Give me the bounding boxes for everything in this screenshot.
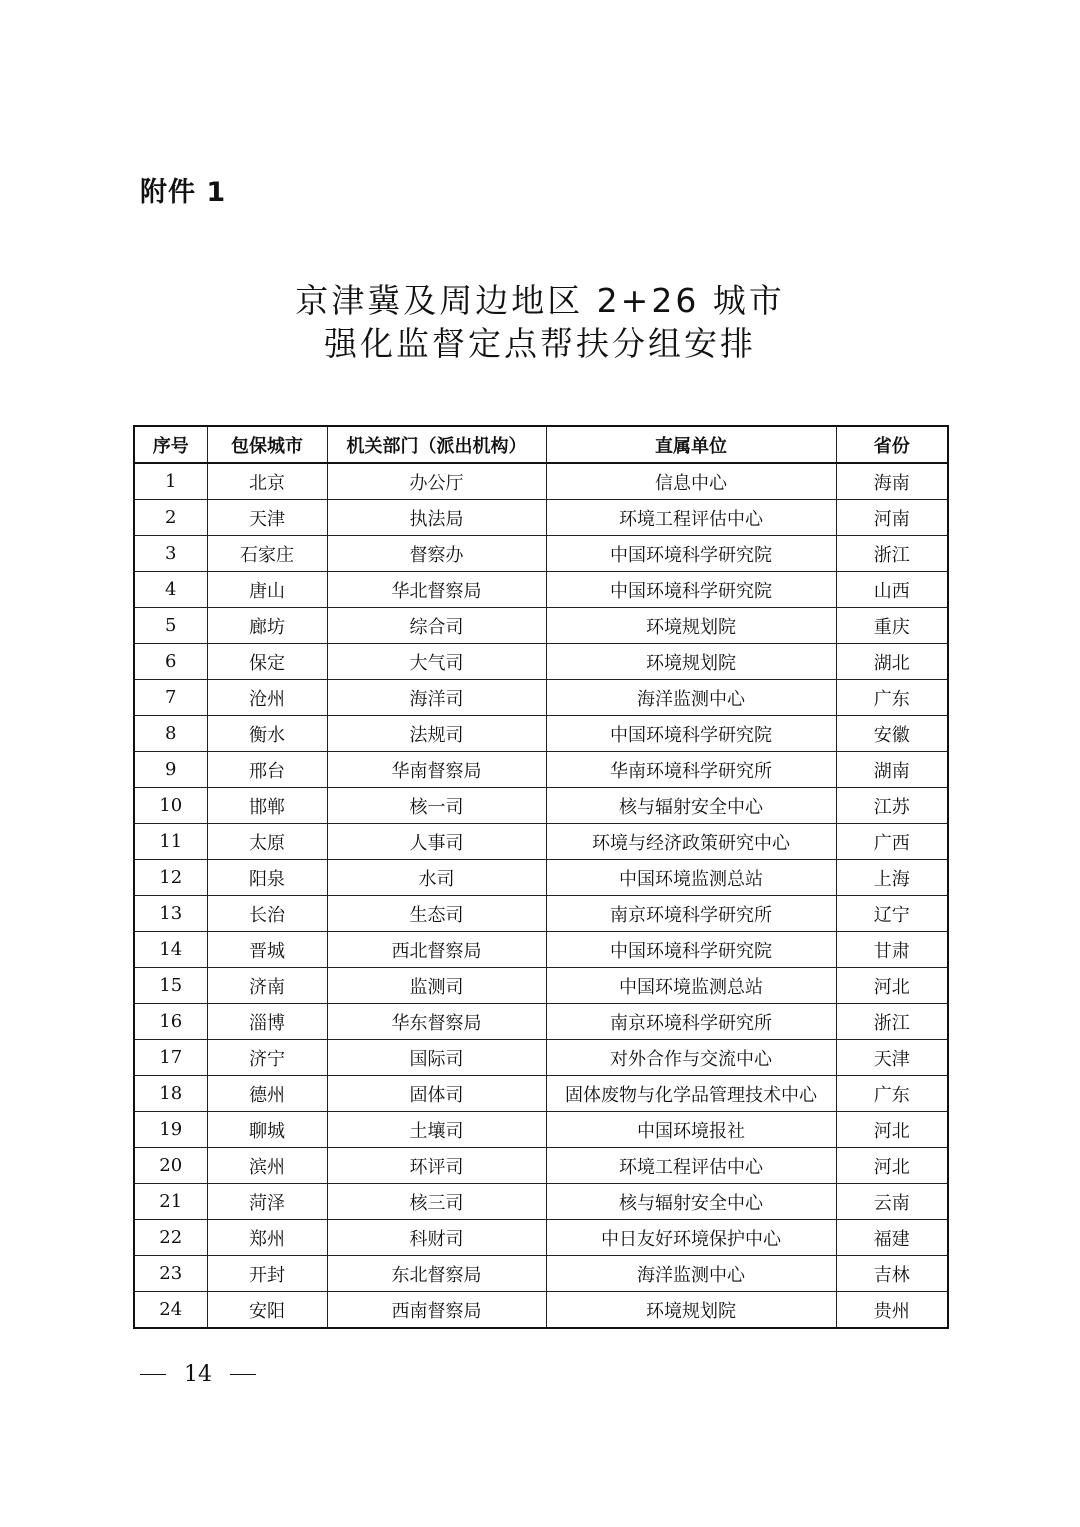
cell-unit: 中日友好环境保护中心 — [546, 1220, 836, 1256]
table-row — [134, 1040, 948, 1076]
cell-index: 17 — [134, 1040, 207, 1076]
cell-unit: 中国环境监测总站 — [546, 860, 836, 896]
cell-province: 河北 — [836, 968, 948, 1004]
cell-city: 长治 — [207, 896, 327, 932]
document-title-line-1: 京津冀及周边地区 2+26 城市 — [295, 281, 785, 320]
cell-city: 开封 — [207, 1256, 327, 1292]
cell-city: 石家庄 — [207, 536, 327, 572]
cell-department: 西南督察局 — [327, 1292, 546, 1329]
cell-unit: 环境工程评估中心 — [546, 500, 836, 536]
attachment-label: 附件 1 — [140, 177, 227, 208]
table-row — [134, 1220, 948, 1256]
table-row — [134, 860, 948, 896]
cell-city: 北京 — [207, 463, 327, 500]
cell-department: 华南督察局 — [327, 752, 546, 788]
cell-index: 23 — [134, 1256, 207, 1292]
footer-dash-left — [140, 1374, 166, 1376]
cell-index: 11 — [134, 824, 207, 860]
cell-province: 广东 — [836, 1076, 948, 1112]
table-row — [134, 716, 948, 752]
cell-unit: 海洋监测中心 — [546, 680, 836, 716]
cell-department: 执法局 — [327, 500, 546, 536]
cell-index: 14 — [134, 932, 207, 968]
cell-department: 固体司 — [327, 1076, 546, 1112]
arrangement-table — [133, 425, 949, 1329]
cell-city: 济南 — [207, 968, 327, 1004]
cell-department: 监测司 — [327, 968, 546, 1004]
cell-city: 安阳 — [207, 1292, 327, 1329]
cell-unit: 环境与经济政策研究中心 — [546, 824, 836, 860]
cell-index: 7 — [134, 680, 207, 716]
cell-unit: 核与辐射安全中心 — [546, 1184, 836, 1220]
cell-province: 河南 — [836, 500, 948, 536]
cell-province: 吉林 — [836, 1256, 948, 1292]
cell-province: 河北 — [836, 1148, 948, 1184]
cell-city: 阳泉 — [207, 860, 327, 896]
cell-index: 18 — [134, 1076, 207, 1112]
cell-province: 福建 — [836, 1220, 948, 1256]
cell-department: 西北督察局 — [327, 932, 546, 968]
cell-department: 核一司 — [327, 788, 546, 824]
table-row — [134, 1184, 948, 1220]
cell-province: 海南 — [836, 463, 948, 500]
cell-province: 河北 — [836, 1112, 948, 1148]
cell-unit: 环境工程评估中心 — [546, 1148, 836, 1184]
cell-index: 8 — [134, 716, 207, 752]
cell-city: 沧州 — [207, 680, 327, 716]
cell-unit: 环境规划院 — [546, 644, 836, 680]
table-row — [134, 644, 948, 680]
cell-index: 3 — [134, 536, 207, 572]
page-number: 14 — [184, 1362, 212, 1387]
cell-city: 滨州 — [207, 1148, 327, 1184]
cell-province: 浙江 — [836, 536, 948, 572]
cell-province: 广西 — [836, 824, 948, 860]
cell-city: 菏泽 — [207, 1184, 327, 1220]
cell-department: 东北督察局 — [327, 1256, 546, 1292]
cell-city: 晋城 — [207, 932, 327, 968]
cell-city: 德州 — [207, 1076, 327, 1112]
cell-unit: 中国环境科学研究院 — [546, 536, 836, 572]
cell-index: 10 — [134, 788, 207, 824]
cell-province: 浙江 — [836, 1004, 948, 1040]
table-row — [134, 788, 948, 824]
cell-index: 2 — [134, 500, 207, 536]
cell-index: 15 — [134, 968, 207, 1004]
cell-city: 保定 — [207, 644, 327, 680]
cell-department: 督察办 — [327, 536, 546, 572]
page-footer — [140, 1362, 256, 1387]
cell-city: 天津 — [207, 500, 327, 536]
cell-city: 衡水 — [207, 716, 327, 752]
cell-city: 淄博 — [207, 1004, 327, 1040]
header-index: 序号 — [134, 426, 207, 463]
cell-department: 人事司 — [327, 824, 546, 860]
cell-city: 廊坊 — [207, 608, 327, 644]
cell-unit: 中国环境监测总站 — [546, 968, 836, 1004]
table-row — [134, 1076, 948, 1112]
footer-dash-right — [230, 1374, 256, 1376]
table-row — [134, 896, 948, 932]
cell-province: 安徽 — [836, 716, 948, 752]
cell-index: 24 — [134, 1292, 207, 1329]
table-row — [134, 1148, 948, 1184]
cell-city: 济宁 — [207, 1040, 327, 1076]
table-header-row — [134, 426, 948, 463]
cell-index: 6 — [134, 644, 207, 680]
cell-province: 江苏 — [836, 788, 948, 824]
cell-department: 核三司 — [327, 1184, 546, 1220]
cell-city: 唐山 — [207, 572, 327, 608]
cell-province: 重庆 — [836, 608, 948, 644]
cell-department: 法规司 — [327, 716, 546, 752]
cell-unit: 南京环境科学研究所 — [546, 896, 836, 932]
header-unit: 直属单位 — [546, 426, 836, 463]
table-row — [134, 1256, 948, 1292]
table-row — [134, 572, 948, 608]
table-row — [134, 1112, 948, 1148]
cell-city: 邯郸 — [207, 788, 327, 824]
cell-province: 天津 — [836, 1040, 948, 1076]
table-row — [134, 968, 948, 1004]
cell-city: 太原 — [207, 824, 327, 860]
cell-unit: 南京环境科学研究所 — [546, 1004, 836, 1040]
cell-department: 办公厅 — [327, 463, 546, 500]
cell-province: 辽宁 — [836, 896, 948, 932]
cell-province: 湖南 — [836, 752, 948, 788]
cell-index: 21 — [134, 1184, 207, 1220]
cell-unit: 环境规划院 — [546, 608, 836, 644]
cell-department: 大气司 — [327, 644, 546, 680]
cell-index: 22 — [134, 1220, 207, 1256]
table-row — [134, 536, 948, 572]
cell-index: 20 — [134, 1148, 207, 1184]
cell-index: 4 — [134, 572, 207, 608]
cell-department: 科财司 — [327, 1220, 546, 1256]
cell-index: 1 — [134, 463, 207, 500]
table-row — [134, 824, 948, 860]
cell-department: 国际司 — [327, 1040, 546, 1076]
table-row — [134, 932, 948, 968]
cell-index: 9 — [134, 752, 207, 788]
header-province: 省份 — [836, 426, 948, 463]
cell-unit: 环境规划院 — [546, 1292, 836, 1329]
cell-department: 水司 — [327, 860, 546, 896]
cell-unit: 海洋监测中心 — [546, 1256, 836, 1292]
document-title-line-2: 强化监督定点帮扶分组安排 — [324, 324, 756, 363]
cell-province: 广东 — [836, 680, 948, 716]
cell-unit: 中国环境科学研究院 — [546, 716, 836, 752]
cell-department: 环评司 — [327, 1148, 546, 1184]
table-row — [134, 752, 948, 788]
table-row — [134, 463, 948, 500]
cell-index: 12 — [134, 860, 207, 896]
cell-index: 19 — [134, 1112, 207, 1148]
cell-unit: 中国环境科学研究院 — [546, 572, 836, 608]
cell-province: 山西 — [836, 572, 948, 608]
cell-unit: 核与辐射安全中心 — [546, 788, 836, 824]
header-city: 包保城市 — [207, 426, 327, 463]
table-row — [134, 608, 948, 644]
table-row — [134, 1292, 948, 1329]
cell-unit: 信息中心 — [546, 463, 836, 500]
cell-province: 云南 — [836, 1184, 948, 1220]
cell-city: 郑州 — [207, 1220, 327, 1256]
cell-department: 海洋司 — [327, 680, 546, 716]
cell-department: 综合司 — [327, 608, 546, 644]
cell-department: 土壤司 — [327, 1112, 546, 1148]
table-row — [134, 1004, 948, 1040]
cell-unit: 中国环境报社 — [546, 1112, 836, 1148]
cell-department: 华北督察局 — [327, 572, 546, 608]
table-body — [134, 463, 948, 1328]
cell-city: 邢台 — [207, 752, 327, 788]
cell-province: 湖北 — [836, 644, 948, 680]
cell-index: 5 — [134, 608, 207, 644]
table-row — [134, 680, 948, 716]
cell-department: 华东督察局 — [327, 1004, 546, 1040]
cell-unit: 中国环境科学研究院 — [546, 932, 836, 968]
cell-province: 上海 — [836, 860, 948, 896]
cell-unit: 固体废物与化学品管理技术中心 — [546, 1076, 836, 1112]
cell-index: 16 — [134, 1004, 207, 1040]
cell-index: 13 — [134, 896, 207, 932]
table-row — [134, 500, 948, 536]
cell-city: 聊城 — [207, 1112, 327, 1148]
cell-department: 生态司 — [327, 896, 546, 932]
cell-unit: 华南环境科学研究所 — [546, 752, 836, 788]
header-department: 机关部门（派出机构） — [327, 426, 546, 463]
cell-province: 甘肃 — [836, 932, 948, 968]
cell-province: 贵州 — [836, 1292, 948, 1329]
cell-unit: 对外合作与交流中心 — [546, 1040, 836, 1076]
